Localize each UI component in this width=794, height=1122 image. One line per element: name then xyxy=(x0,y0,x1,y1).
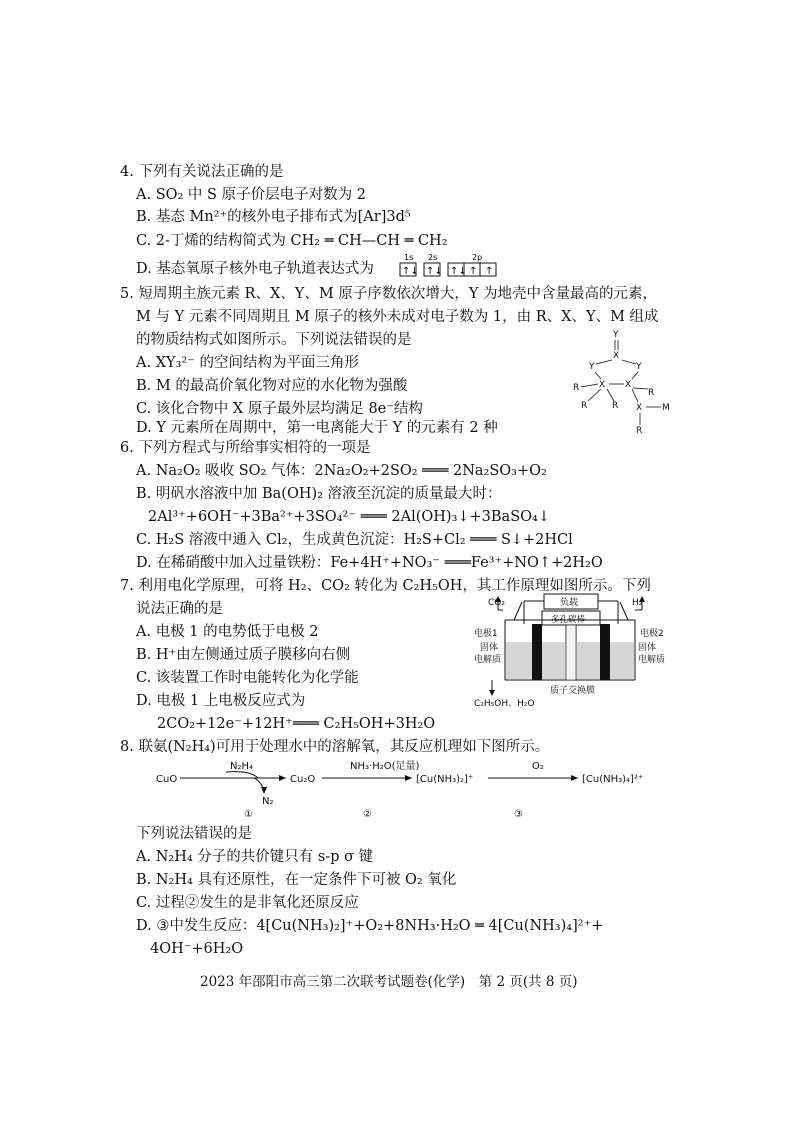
atom-x-2: X xyxy=(599,380,606,390)
q5-option-d: D. Y 元素所在周期中，第一电离能大于 Y 的元素有 2 种 xyxy=(136,420,498,436)
atom-y-right: Y xyxy=(636,362,642,372)
q7-option-d: D. 电极 1 上电极反应式为 xyxy=(136,693,306,709)
atom-x-3: X xyxy=(625,380,632,390)
electrode-1-bar xyxy=(532,624,542,680)
right-material-label-1: 固体 xyxy=(638,643,657,653)
q4-option-b: B. 基态 Mn²⁺的核外电子排布式为[Ar]3d⁵ xyxy=(136,209,411,225)
svg-text:↑: ↑ xyxy=(485,266,494,277)
electrode1-label: 电极1 xyxy=(474,629,498,639)
orbital-label-2p: 2p xyxy=(472,253,483,262)
carbon-label: 多孔碳棒 xyxy=(551,615,586,625)
scheme-step3: ③ xyxy=(514,809,523,820)
h2-label: H₂ xyxy=(632,598,643,608)
reaction-scheme xyxy=(150,752,670,822)
scheme-complex2: [Cu(NH₃)₄]²⁺ xyxy=(582,774,644,785)
atom-r-1: R xyxy=(573,383,580,393)
atom-y-left: Y xyxy=(589,362,595,372)
scheme-n2: N₂ xyxy=(262,796,274,807)
q8-option-c: C. 过程②发生的是非氧化还原反应 xyxy=(136,895,359,911)
scheme-o2: O₂ xyxy=(532,761,544,772)
scheme-cuo: CuO xyxy=(156,774,178,785)
q8-option-d: D. ③中发生反应：4[Cu(NH₃)₂]⁺+O₂+8NH₃·H₂O ═ 4[Cu(NH₃)₄]²⁺+ xyxy=(136,918,604,934)
atom-r-3: R xyxy=(612,401,619,411)
q4-option-a: A. SO₂ 中 S 原子价层电子对数为 2 xyxy=(136,187,366,203)
scheme-cu2o: Cu₂O xyxy=(290,774,316,785)
svg-text:↑↓: ↑↓ xyxy=(402,266,419,277)
q4-option-d xyxy=(136,259,374,279)
electrode-2-bar xyxy=(600,624,610,680)
q6-stem: 6. 下列方程式与所给事实相符的一项是 xyxy=(120,440,371,456)
q6-option-a: A. Na₂O₂ 吸收 SO₂ 气体：2Na₂O₂+2SO₂ ═══ 2Na₂SO₃+O₂ xyxy=(136,463,547,479)
q5-stem-line3: 的物质结构式如图所示。下列说法错误的是 xyxy=(136,332,412,348)
q8-option-a: A. N₂H₄ 分子的共价键只有 s-p σ 键 xyxy=(136,849,374,865)
scheme-step1: ① xyxy=(244,809,253,820)
q4-option-d-text: D. 基态氧原子核外电子轨道表达式为 xyxy=(136,261,374,277)
atom-x-4: X xyxy=(636,403,643,413)
q4-option-c: C. 2-丁烯的结构简式为 CH₂ ═ CH—CH ═ CH₂ xyxy=(136,233,448,249)
load-label: 负载 xyxy=(560,598,579,608)
atom-m: M xyxy=(662,403,670,413)
q7-option-d-equation: 2CO₂+12e⁻+12H⁺═══ C₂H₅OH+3H₂O xyxy=(157,716,436,732)
scheme-step2: ② xyxy=(363,809,372,820)
co2-label: CO₂ xyxy=(488,598,505,608)
q5-stem-line1: 5. 短周期主族元素 R、X、Y、M 原子序数依次增大，Y 为地壳中含量最高的元素， xyxy=(120,286,657,302)
svg-text:↑↓: ↑↓ xyxy=(426,266,443,277)
q5-option-b: B. M 的最高价氧化物对应的水化物为强酸 xyxy=(136,378,408,394)
q7-stem-line1: 7. 利用电化学原理，可将 H₂、CO₂ 转化为 C₂H₅OH，其工作原理如图所示。下列 xyxy=(120,578,651,594)
q6-option-d: D. 在稀硝酸中加入过量铁粉：Fe+4H⁺+NO₃⁻ ═══Fe³⁺+NO↑+2H₂O xyxy=(136,555,603,571)
q5-option-c: C. 该化合物中 X 原子最外层均满足 8e⁻结构 xyxy=(136,401,423,417)
q6-option-c: C. H₂S 溶液中通入 Cl₂，生成黄色沉淀：H₂S+Cl₂ ═══ S↓+2HCl xyxy=(136,532,573,548)
q8-option-b: B. N₂H₄ 具有还原性，在一定条件下可被 O₂ 氧化 xyxy=(136,872,457,888)
q7-option-b: B. H⁺由左侧通过质子膜移向右侧 xyxy=(136,647,351,663)
orbital-label-1s: 1s xyxy=(404,253,414,262)
q7-stem-line2: 说法正确的是 xyxy=(136,601,223,617)
scheme-complex1: [Cu(NH₃)₂]⁺ xyxy=(416,774,474,785)
q6-option-b-equation: 2Al³⁺+6OH⁻+3Ba²⁺+3SO₄²⁻ ═══ 2Al(OH)₃↓+3BaSO₄↓ xyxy=(148,509,550,525)
atom-r-4: R xyxy=(648,388,655,398)
svg-text:↑: ↑ xyxy=(469,266,478,277)
atom-r-2: R xyxy=(581,401,588,411)
q5-stem-line2: M 与 Y 元素不同周期且 M 原子的核外未成对电子数为 1，由 R、X、Y、M 组成 xyxy=(136,309,659,325)
left-material-label-1: 固体 xyxy=(480,643,499,653)
q6-option-b: B. 明矾水溶液中加 Ba(OH)₂ 溶液至沉淀的质量最大时： xyxy=(136,486,502,502)
q8-ask: 下列说法错误的是 xyxy=(136,826,252,842)
page-footer: 2023 年邵阳市高三第二次联考试题卷(化学) 第 2 页(共 8 页) xyxy=(200,974,578,990)
q8-option-d-cont: 4OH⁻+6H₂O xyxy=(150,941,244,957)
right-material-label-2: 电解质 xyxy=(638,655,666,665)
membrane-label: 质子交换膜 xyxy=(550,686,596,696)
q7-option-a: A. 电极 1 的电势低于电极 2 xyxy=(136,624,319,640)
outlet-label: C₂H₅OH、H₂O xyxy=(474,699,535,709)
electrode2-label: 电极2 xyxy=(640,629,664,639)
left-material-label-2: 电解质 xyxy=(474,655,502,665)
q7-option-c: C. 该装置工作时电能转化为化学能 xyxy=(136,670,359,686)
scheme-nh3: NH₃·H₂O(足量) xyxy=(350,761,420,772)
q5-option-a: A. XY₃²⁻ 的空间结构为平面三角形 xyxy=(136,355,359,371)
atom-y-top: Y xyxy=(613,330,619,340)
scheme-n2h4: N₂H₄ xyxy=(230,761,254,772)
atom-x-1: X xyxy=(613,351,620,361)
atom-r-5: R xyxy=(636,426,643,436)
q8-stem: 8. 联氨(N₂H₄)可用于处理水中的溶解氧，其反应机理如下图所示。 xyxy=(120,739,550,755)
q4-stem: 4. 下列有关说法正确的是 xyxy=(120,164,284,180)
electrolysis-cell-diagram xyxy=(470,592,680,710)
structure-formula xyxy=(568,328,678,438)
orbital-label-2s: 2s xyxy=(428,253,438,262)
svg-text:↑↓: ↑↓ xyxy=(450,266,467,277)
proton-membrane xyxy=(566,625,576,680)
orbital-diagram xyxy=(398,252,508,280)
